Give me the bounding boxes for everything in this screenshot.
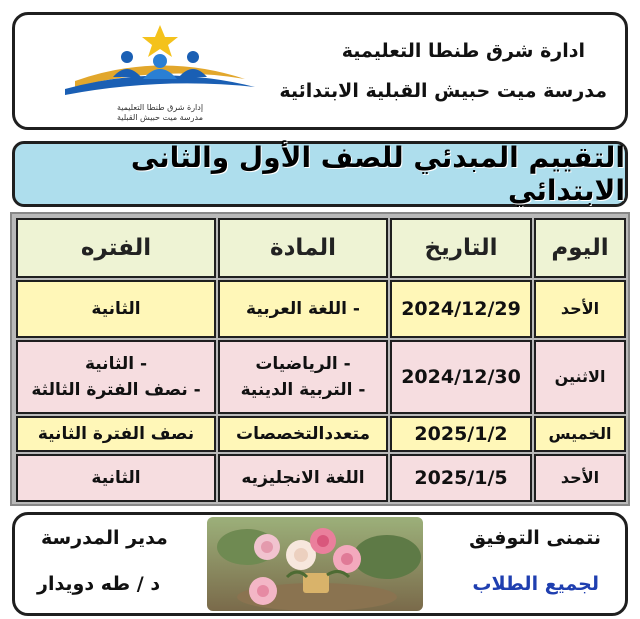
table-row-2-subject: - الرياضيات - التربية الدينية (218, 340, 388, 414)
table-row-4-date: 2025/1/5 (390, 454, 532, 502)
education-administration-logo (55, 21, 265, 125)
principal-title: مدير المدرسة (41, 527, 168, 549)
table-row-3-day: الخميس (534, 416, 626, 452)
table-row-2-day: الاثنين (534, 340, 626, 414)
header-date: التاريخ (390, 218, 532, 278)
table-row-1-date: 2024/12/29 (390, 280, 532, 338)
logo-graphic (55, 21, 265, 101)
header-subject: المادة (218, 218, 388, 278)
logo-caption-line1: إدارة شرق طنطا التعليمية (116, 103, 204, 112)
header-period: الفتره (16, 218, 216, 278)
table-row-4-subject: اللغة الانجليزيه (218, 454, 388, 502)
footer-panel (12, 512, 628, 616)
table-row-2-period: - الثانية - نصف الفترة الثالثة (16, 340, 216, 414)
roses-photo (207, 517, 423, 611)
header-day: اليوم (534, 218, 626, 278)
wish-line-1: نتمنى التوفيق (469, 527, 601, 549)
table-row-3-period: نصف الفترة الثانية (16, 416, 216, 452)
table-row-2-date: 2024/12/30 (390, 340, 532, 414)
title-banner (12, 141, 628, 207)
table-row-4-day: الأحد (534, 454, 626, 502)
table-row-3-subject: متعددالتخصصات (218, 416, 388, 452)
table-row-1-period: الثانية (16, 280, 216, 338)
table-row-4-period: الثانية (16, 454, 216, 502)
table-row-1-day: الأحد (534, 280, 626, 338)
table-row-1-subject: - اللغة العربية (218, 280, 388, 338)
page-title: التقييم المبدئي للصف الأول والثانى الابتدائي (130, 141, 625, 207)
table-row-3-date: 2025/1/2 (390, 416, 532, 452)
logo-caption-line2: مدرسة ميت حبيش القبلية (117, 113, 203, 122)
wish-line-2: لجميع الطلاب (472, 573, 599, 595)
schedule-table (10, 212, 630, 506)
administration-name: ادارة شرق طنطا التعليمية (341, 40, 585, 62)
principal-name: د / طه دويدار (37, 573, 161, 595)
school-name: مدرسة ميت حبيش القبلية الابتدائية (279, 80, 607, 102)
header-panel (12, 12, 628, 130)
